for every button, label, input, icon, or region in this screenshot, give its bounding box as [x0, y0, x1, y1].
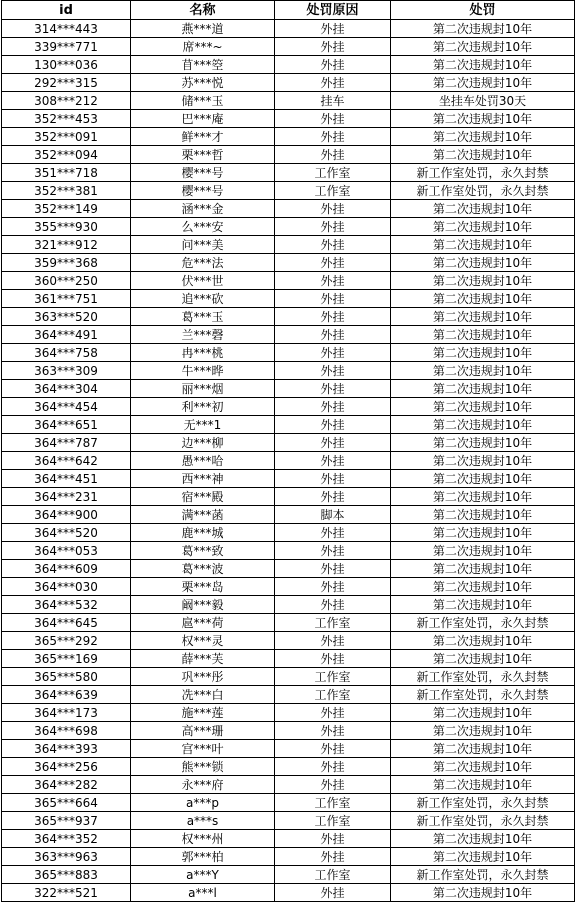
cell-penalty: 新工作室处罚，永久封禁: [391, 668, 575, 686]
cell-name: 永***府: [131, 776, 275, 794]
cell-id: 352***453: [2, 110, 131, 128]
cell-name: 苜***箜: [131, 56, 275, 74]
table-row: [2, 560, 575, 578]
cell-name: a***Y: [131, 866, 275, 884]
table-row: [2, 668, 575, 686]
cell-name: a***l: [131, 884, 275, 902]
cell-id: 364***642: [2, 452, 131, 470]
cell-id: 352***091: [2, 128, 131, 146]
cell-penalty: 新工作室处罚，永久封禁: [391, 812, 575, 830]
cell-id: 364***451: [2, 470, 131, 488]
cell-penalty: 第二次违规封10年: [391, 830, 575, 848]
cell-penalty: 第二次违规封10年: [391, 524, 575, 542]
table-row: [2, 416, 575, 434]
cell-penalty: 第二次违规封10年: [391, 326, 575, 344]
cell-id: 364***053: [2, 542, 131, 560]
cell-name: 涵***金: [131, 200, 275, 218]
cell-reason: 外挂: [275, 578, 391, 596]
cell-name: 宿***殿: [131, 488, 275, 506]
cell-penalty: 新工作室处罚，永久封禁: [391, 794, 575, 812]
cell-reason: 外挂: [275, 596, 391, 614]
table-row: [2, 776, 575, 794]
cell-id: 314***443: [2, 20, 131, 38]
cell-reason: 外挂: [275, 884, 391, 902]
table-row: [2, 866, 575, 884]
cell-name: 冉***桃: [131, 344, 275, 362]
cell-penalty: 第二次违规封10年: [391, 632, 575, 650]
cell-reason: 外挂: [275, 830, 391, 848]
cell-penalty: 第二次违规封10年: [391, 218, 575, 236]
cell-penalty: 新工作室处罚，永久封禁: [391, 686, 575, 704]
table-row: [2, 344, 575, 362]
cell-reason: 工作室: [275, 794, 391, 812]
cell-reason: 外挂: [275, 236, 391, 254]
cell-id: 130***036: [2, 56, 131, 74]
cell-id: 363***963: [2, 848, 131, 866]
cell-reason: 外挂: [275, 632, 391, 650]
cell-id: 364***256: [2, 758, 131, 776]
cell-penalty: 第二次违规封10年: [391, 704, 575, 722]
cell-penalty: 第二次违规封10年: [391, 452, 575, 470]
cell-id: 359***368: [2, 254, 131, 272]
cell-penalty: 第二次违规封10年: [391, 542, 575, 560]
table-row: [2, 632, 575, 650]
cell-reason: 外挂: [275, 344, 391, 362]
cell-penalty: 新工作室处罚，永久封禁: [391, 182, 575, 200]
cell-name: 兰***磬: [131, 326, 275, 344]
cell-name: 栗***哲: [131, 146, 275, 164]
column-header-name: 名称: [131, 1, 275, 20]
cell-id: 364***030: [2, 578, 131, 596]
cell-id: 352***381: [2, 182, 131, 200]
cell-name: 冼***白: [131, 686, 275, 704]
table-row: [2, 20, 575, 38]
table-row: [2, 92, 575, 110]
cell-id: 364***698: [2, 722, 131, 740]
cell-penalty: 第二次违规封10年: [391, 128, 575, 146]
cell-id: 364***651: [2, 416, 131, 434]
cell-id: 364***520: [2, 524, 131, 542]
cell-name: 边***柳: [131, 434, 275, 452]
cell-name: 阚***毅: [131, 596, 275, 614]
cell-reason: 外挂: [275, 758, 391, 776]
cell-penalty: 第二次违规封10年: [391, 272, 575, 290]
cell-name: 熊***锁: [131, 758, 275, 776]
cell-id: 364***758: [2, 344, 131, 362]
table-row: [2, 704, 575, 722]
cell-name: 么***安: [131, 218, 275, 236]
cell-penalty: 第二次违规封10年: [391, 416, 575, 434]
cell-name: 施***莲: [131, 704, 275, 722]
table-row: [2, 200, 575, 218]
cell-name: 问***美: [131, 236, 275, 254]
cell-name: 西***神: [131, 470, 275, 488]
table-row: [2, 308, 575, 326]
cell-name: 愚***哈: [131, 452, 275, 470]
table-row: [2, 506, 575, 524]
column-header-penalty: 处罚: [391, 1, 575, 20]
cell-penalty: 第二次违规封10年: [391, 236, 575, 254]
cell-name: 栗***岛: [131, 578, 275, 596]
table-row: [2, 128, 575, 146]
cell-penalty: 第二次违规封10年: [391, 650, 575, 668]
table-row: [2, 848, 575, 866]
cell-penalty: 第二次违规封10年: [391, 110, 575, 128]
cell-reason: 外挂: [275, 218, 391, 236]
cell-id: 365***883: [2, 866, 131, 884]
cell-reason: 工作室: [275, 164, 391, 182]
cell-reason: 外挂: [275, 704, 391, 722]
cell-name: 丽***烟: [131, 380, 275, 398]
cell-reason: 外挂: [275, 848, 391, 866]
cell-penalty: 第二次违规封10年: [391, 488, 575, 506]
table-row: [2, 650, 575, 668]
cell-penalty: 第二次违规封10年: [391, 740, 575, 758]
cell-name: 樱***号: [131, 164, 275, 182]
cell-name: 牛***晔: [131, 362, 275, 380]
cell-penalty: 第二次违规封10年: [391, 884, 575, 902]
cell-name: 葛***波: [131, 560, 275, 578]
cell-reason: 外挂: [275, 110, 391, 128]
table-row: [2, 254, 575, 272]
cell-reason: 外挂: [275, 146, 391, 164]
cell-name: a***s: [131, 812, 275, 830]
cell-reason: 外挂: [275, 740, 391, 758]
table-row: [2, 794, 575, 812]
cell-penalty: 第二次违规封10年: [391, 290, 575, 308]
cell-penalty: 第二次违规封10年: [391, 506, 575, 524]
cell-reason: 外挂: [275, 470, 391, 488]
cell-id: 363***520: [2, 308, 131, 326]
header-row: [2, 1, 575, 20]
column-header-reason: 处罚原因: [275, 1, 391, 20]
cell-reason: 外挂: [275, 74, 391, 92]
table-row: [2, 38, 575, 56]
cell-reason: 工作室: [275, 614, 391, 632]
cell-reason: 工作室: [275, 812, 391, 830]
cell-reason: 外挂: [275, 452, 391, 470]
cell-penalty: 第二次违规封10年: [391, 560, 575, 578]
cell-id: 365***664: [2, 794, 131, 812]
cell-id: 352***149: [2, 200, 131, 218]
table-row: [2, 614, 575, 632]
cell-reason: 外挂: [275, 650, 391, 668]
table-row: [2, 146, 575, 164]
cell-name: a***p: [131, 794, 275, 812]
table-row: [2, 452, 575, 470]
table-row: [2, 722, 575, 740]
cell-penalty: 第二次违规封10年: [391, 200, 575, 218]
table-row: [2, 218, 575, 236]
cell-reason: 外挂: [275, 524, 391, 542]
cell-id: 361***751: [2, 290, 131, 308]
table-row: [2, 236, 575, 254]
cell-id: 364***393: [2, 740, 131, 758]
cell-id: 364***231: [2, 488, 131, 506]
cell-reason: 外挂: [275, 362, 391, 380]
cell-reason: 外挂: [275, 434, 391, 452]
table-row: [2, 884, 575, 902]
cell-penalty: 第二次违规封10年: [391, 380, 575, 398]
cell-reason: 外挂: [275, 200, 391, 218]
cell-id: 364***352: [2, 830, 131, 848]
table-row: [2, 326, 575, 344]
cell-reason: 外挂: [275, 560, 391, 578]
cell-penalty: 第二次违规封10年: [391, 848, 575, 866]
cell-reason: 工作室: [275, 668, 391, 686]
table-row: [2, 434, 575, 452]
table-row: [2, 758, 575, 776]
cell-penalty: 第二次违规封10年: [391, 578, 575, 596]
table-row: [2, 398, 575, 416]
cell-id: 321***912: [2, 236, 131, 254]
table-row: [2, 812, 575, 830]
cell-id: 364***639: [2, 686, 131, 704]
cell-id: 364***454: [2, 398, 131, 416]
cell-penalty: 第二次违规封10年: [391, 362, 575, 380]
cell-name: 巴***庵: [131, 110, 275, 128]
cell-id: 365***169: [2, 650, 131, 668]
cell-reason: 外挂: [275, 380, 391, 398]
cell-id: 364***282: [2, 776, 131, 794]
cell-reason: 工作室: [275, 866, 391, 884]
cell-reason: 外挂: [275, 398, 391, 416]
cell-name: 樱***号: [131, 182, 275, 200]
cell-reason: 外挂: [275, 38, 391, 56]
table-row: [2, 290, 575, 308]
cell-name: 满***菡: [131, 506, 275, 524]
cell-id: 363***309: [2, 362, 131, 380]
cell-name: 薛***芙: [131, 650, 275, 668]
table-row: [2, 686, 575, 704]
cell-id: 351***718: [2, 164, 131, 182]
cell-penalty: 第二次违规封10年: [391, 38, 575, 56]
cell-id: 360***250: [2, 272, 131, 290]
cell-id: 352***094: [2, 146, 131, 164]
cell-penalty: 第二次违规封10年: [391, 776, 575, 794]
cell-id: 364***532: [2, 596, 131, 614]
cell-name: 巩***彤: [131, 668, 275, 686]
cell-name: 权***州: [131, 830, 275, 848]
table-row: [2, 110, 575, 128]
cell-penalty: 第二次违规封10年: [391, 146, 575, 164]
cell-penalty: 第二次违规封10年: [391, 758, 575, 776]
cell-reason: 外挂: [275, 20, 391, 38]
cell-penalty: 第二次违规封10年: [391, 434, 575, 452]
cell-reason: 外挂: [275, 56, 391, 74]
cell-id: 364***173: [2, 704, 131, 722]
cell-penalty: 第二次违规封10年: [391, 74, 575, 92]
table-body: [2, 20, 575, 902]
cell-reason: 外挂: [275, 272, 391, 290]
cell-name: 扈***荷: [131, 614, 275, 632]
cell-penalty: 第二次违规封10年: [391, 308, 575, 326]
cell-reason: 工作室: [275, 686, 391, 704]
cell-name: 追***砍: [131, 290, 275, 308]
cell-penalty: 第二次违规封10年: [391, 254, 575, 272]
cell-name: 鲜***才: [131, 128, 275, 146]
table-row: [2, 542, 575, 560]
cell-reason: 外挂: [275, 416, 391, 434]
cell-penalty: 第二次违规封10年: [391, 398, 575, 416]
cell-penalty: 新工作室处罚，永久封禁: [391, 614, 575, 632]
cell-id: 339***771: [2, 38, 131, 56]
cell-id: 364***787: [2, 434, 131, 452]
cell-id: 355***930: [2, 218, 131, 236]
cell-name: 危***法: [131, 254, 275, 272]
table-row: [2, 182, 575, 200]
cell-id: 364***609: [2, 560, 131, 578]
cell-name: 高***珊: [131, 722, 275, 740]
table-row: [2, 74, 575, 92]
cell-penalty: 新工作室处罚，永久封禁: [391, 866, 575, 884]
cell-reason: 外挂: [275, 542, 391, 560]
cell-reason: 挂车: [275, 92, 391, 110]
cell-id: 364***491: [2, 326, 131, 344]
table-row: [2, 524, 575, 542]
cell-name: 储***玉: [131, 92, 275, 110]
table-row: [2, 740, 575, 758]
cell-name: 苏***悦: [131, 74, 275, 92]
table-row: [2, 488, 575, 506]
cell-penalty: 第二次违规封10年: [391, 470, 575, 488]
cell-id: 292***315: [2, 74, 131, 92]
penalty-table: [1, 0, 575, 902]
table-row: [2, 578, 575, 596]
cell-id: 365***580: [2, 668, 131, 686]
cell-name: 宫***叶: [131, 740, 275, 758]
cell-penalty: 第二次违规封10年: [391, 722, 575, 740]
cell-penalty: 第二次违规封10年: [391, 56, 575, 74]
cell-name: 伏***世: [131, 272, 275, 290]
table-row: [2, 470, 575, 488]
table-row: [2, 596, 575, 614]
cell-reason: 外挂: [275, 290, 391, 308]
table-row: [2, 272, 575, 290]
cell-penalty: 新工作室处罚，永久封禁: [391, 164, 575, 182]
cell-penalty: 坐挂车处罚30天: [391, 92, 575, 110]
cell-name: 无***1: [131, 416, 275, 434]
cell-name: 燕***道: [131, 20, 275, 38]
cell-reason: 脚本: [275, 506, 391, 524]
cell-name: 席***~: [131, 38, 275, 56]
cell-id: 364***645: [2, 614, 131, 632]
table-row: [2, 362, 575, 380]
cell-name: 郭***柏: [131, 848, 275, 866]
cell-name: 葛***致: [131, 542, 275, 560]
cell-reason: 外挂: [275, 488, 391, 506]
table-row: [2, 164, 575, 182]
cell-name: 权***灵: [131, 632, 275, 650]
table-row: [2, 56, 575, 74]
cell-penalty: 第二次违规封10年: [391, 344, 575, 362]
cell-penalty: 第二次违规封10年: [391, 596, 575, 614]
cell-reason: 外挂: [275, 776, 391, 794]
cell-name: 葛***玉: [131, 308, 275, 326]
cell-reason: 外挂: [275, 128, 391, 146]
cell-id: 322***521: [2, 884, 131, 902]
cell-id: 364***304: [2, 380, 131, 398]
cell-penalty: 第二次违规封10年: [391, 20, 575, 38]
cell-reason: 外挂: [275, 722, 391, 740]
table-row: [2, 380, 575, 398]
table-row: [2, 830, 575, 848]
cell-reason: 外挂: [275, 254, 391, 272]
cell-id: 308***212: [2, 92, 131, 110]
cell-reason: 外挂: [275, 308, 391, 326]
cell-id: 365***292: [2, 632, 131, 650]
cell-id: 365***937: [2, 812, 131, 830]
cell-name: 鹿***城: [131, 524, 275, 542]
cell-name: 利***初: [131, 398, 275, 416]
column-header-id: id: [2, 1, 131, 20]
cell-reason: 外挂: [275, 326, 391, 344]
cell-id: 364***900: [2, 506, 131, 524]
cell-reason: 工作室: [275, 182, 391, 200]
